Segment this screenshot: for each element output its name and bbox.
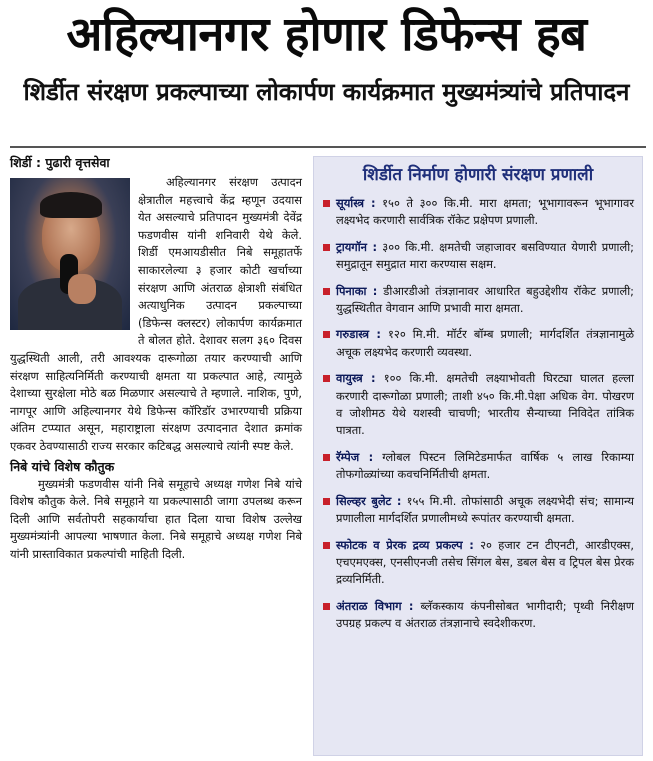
- system-name: अंतराळ विभाग :: [336, 598, 414, 613]
- square-bullet-icon: [323, 288, 330, 295]
- square-bullet-icon: [323, 375, 330, 382]
- system-name: ट्रायगॉन :: [336, 239, 378, 254]
- dateline: शिर्डी : पुढारी वृत्तसेवा: [10, 155, 110, 170]
- headline: अहिल्यानगर होणार डिफेन्स हब: [66, 7, 587, 62]
- subheadline: शिर्डीत संरक्षण प्रकल्पाच्या लोकार्पण कार्यक्रमात मुख्यमंत्र्यांचे प्रतिपादन: [23, 78, 630, 106]
- system-name: स्फोटक व प्रेरक द्रव्य प्रकल्प :: [336, 537, 474, 552]
- square-bullet-icon: [323, 200, 330, 207]
- square-bullet-icon: [323, 454, 330, 461]
- system-description: डीआरडीओ तंत्रज्ञानावर आधारित बहुउद्देशीय रॉकेट प्रणाली; युद्धस्थितीत वेगवान आणि प्रभावी मारा क्षमता.: [336, 283, 634, 316]
- list-item: [322, 537, 634, 589]
- list-item: [322, 239, 634, 274]
- second-paragraph: मुख्यमंत्री फडणवीस यांनी निबे समूहाचे अध्यक्ष गणेश निबे यांचे विशेष कौतुक केले. निबे समूहाने या प्रकल्पासाठी जागा उपलब्ध करून दिली आणि सर्वतोपरी सहकार्याचा हात दिला याचा विशेष उल्लेख मुख्यमंत्र्यांनी आपल्या भाषणात केला. निबे समूहाचे अध्यक्ष गणेश निबे यांनी प्रास्ताविकात प्रकल्पांची माहिती दिली.: [10, 476, 302, 561]
- system-description: ग्लोबल पिस्टन लिमिटेडमार्फत वार्षिक ५ लाख रिकाम्या तोफगोळ्यांच्या कवचनिर्मितीची क्षमता.: [336, 449, 634, 482]
- square-bullet-icon: [323, 603, 330, 610]
- system-name: वायुस्त्र :: [336, 371, 376, 386]
- system-description: २० हजार टन टीएनटी, आरडीएक्स, एचएमएक्स, एनसीएनजी तसेच सिंगल बेस, डबल बेस व ट्रिपल बेस प्रेरक द्रव्यनिर्मिती.: [336, 537, 634, 587]
- lead-paragraph: अहिल्यानगर संरक्षण उत्पादन क्षेत्रातील महत्त्वाचे केंद्र म्हणून उदयास येत असल्याचे प्रतिपादन मुख्यमंत्री देवेंद्र फडणवीस यांनी शनिवारी येथे केले. शिर्डी एमआयडीसीत निबे समूहातर्फे साकारलेल्या ३ हजार कोटी खर्चाच्या संरक्षण आणि अंतराळ क्षेत्राशी संबंधित अत्याधुनिक उत्पादन प्रकल्पाच्या (डिफेन्स क्लस्टर) लोकार्पण कार्यक्रमात ते बोलत होते. देशावर सलग ३६० दिवस युद्धस्थिती आली, तरी आवश्यक दारूगोळा तयार करण्याची आणि संरक्षण साहित्यनिर्मिती करण्याची क्षमता या प्रकल्पात आहे, त्यामुळे देशाच्या सुरक्षेला मोठे बळ मिळणार असल्याचे ते म्हणाले. नाशिक, पुणे, नागपूर आणि अहिल्यानगर येथे डिफेन्स कॉरिडॉर उभारण्याची प्रक्रिया अंतिम टप्प्यात असून, महाराष्ट्राला संरक्षण उत्पादनात देशात क्रमांक एकवर ठेवण्यासाठी राज्य सरकार कटिबद्ध असल्याचे त्यांनी स्पष्ट केले.: [10, 175, 302, 453]
- square-bullet-icon: [323, 498, 330, 505]
- square-bullet-icon: [323, 542, 330, 549]
- system-description: १५५ मि.मी. तोफांसाठी अचूक लक्ष्यभेदी संच; सामान्य प्रणालीला मार्गदर्शित प्रणालीमध्ये रूपांतर करण्याची क्षमता.: [336, 493, 634, 526]
- section-heading: निबे यांचे विशेष कौतुक: [10, 458, 115, 474]
- divider: [10, 146, 646, 148]
- system-name: सिल्व्हर बुलेट :: [336, 493, 402, 508]
- photo-hand: [68, 274, 96, 304]
- list-item: [322, 449, 634, 484]
- list-item: [322, 598, 634, 633]
- article-column: [10, 154, 302, 563]
- list-item: [322, 370, 634, 440]
- system-name: पिनाका :: [336, 283, 378, 298]
- system-name: गरुडास्त्र :: [336, 327, 381, 342]
- systems-list: [322, 195, 634, 633]
- defense-systems-box: [313, 156, 643, 756]
- person-speaking-photo: [10, 178, 130, 330]
- system-description: १५० ते ३०० कि.मी. मारा क्षमता; भूभागावरून भूभागावर लक्ष्यभेद करणारी सार्वत्रिक रॉकेट प्रक्षेपण प्रणाली.: [336, 196, 634, 228]
- list-item: [322, 195, 634, 230]
- list-item: [322, 326, 634, 361]
- system-description: ब्लॅकस्काय कंपनीसोबत भागीदारी; पृथ्वी निरीक्षण उपग्रह प्रकल्प व अंतराळ तंत्रज्ञानाचे स्वदेशीकरण.: [336, 598, 635, 631]
- square-bullet-icon: [323, 331, 330, 338]
- list-item: [322, 283, 634, 318]
- system-name: रॅम्पेज :: [336, 449, 374, 464]
- system-description: १२० मि.मी. मॉर्टर बॉम्ब प्रणाली; मार्गदर्शित तंत्रज्ञानामुळे अचूक लक्ष्यभेद करणारी व्यवस्था.: [336, 327, 634, 359]
- system-name: सूर्यास्त्र :: [336, 196, 376, 210]
- system-description: १०० कि.मी. क्षमतेची लक्ष्याभोवती घिरट्या घालत हल्ला करणारी दारूगोळा प्रणाली; ताशी ४५० कि.मी.पेक्षा अधिक वेग. पोखरण व जोशीमठ येथे यशस्वी चाचणी; भारतीय सैन्याच्या निविदेत तांत्रिक पात्रता.: [336, 371, 634, 438]
- list-item: [322, 493, 634, 528]
- box-title: शिर्डीत निर्माण होणारी संरक्षण प्रणाली: [362, 165, 594, 185]
- photo-hair: [40, 192, 102, 218]
- square-bullet-icon: [323, 244, 330, 251]
- system-description: ३०० कि.मी. क्षमतेची जहाजावर बसविण्यात येणारी प्रणाली; समुद्रातून समुद्रात मारा करण्यास सक्षम.: [336, 239, 634, 272]
